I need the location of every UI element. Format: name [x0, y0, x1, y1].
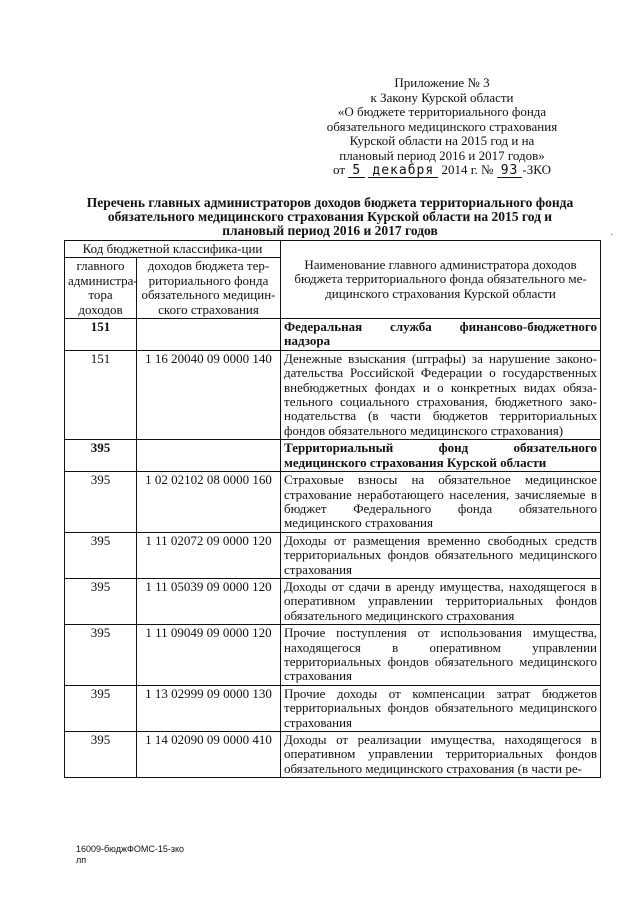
footer — [76, 844, 184, 866]
table-row — [65, 532, 601, 578]
footer-initials: лп — [76, 855, 87, 865]
cell-admin: 151 — [65, 350, 137, 439]
cell-name: Прочие поступления от использования имущества, находящегося в оперативном управлении территориальных фондов обязательного медицинского страхования — [281, 625, 601, 686]
cell-name: Доходы от реализации имущества, находящегося в оперативном управлении территориальных фондов обязательного медицинского страхования (в части ре- — [281, 732, 601, 778]
cell-admin: 395 — [65, 472, 137, 533]
sig-prefix: от — [333, 162, 346, 177]
header-admin: главного администра-тора доходов — [65, 258, 137, 319]
header-name: Наименование главного администратора доходов бюджета территориального фонда обязательного ме-дицинского страхования Курской области — [281, 241, 601, 319]
cell-admin: 395 — [65, 732, 137, 778]
cell-admin: 395 — [65, 578, 137, 624]
cell-admin: 395 — [65, 685, 137, 731]
title-line: обязательного медицинского страхования Курской области на 2015 год и — [107, 209, 553, 224]
law-date-number — [292, 163, 592, 178]
appendix-line: «О бюджете территориального фонда — [337, 104, 547, 119]
title-line: Перечень главных администраторов доходов бюджета территориального фонда — [86, 195, 574, 210]
cell-name: Прочие доходы от компенсации затрат бюджетов территориальных фондов обязательного медицинского страхования — [281, 685, 601, 731]
footer-doc-code: 16009-бюджФОМС-15-зко — [76, 844, 185, 854]
table-row-section — [65, 319, 601, 351]
appendix-line: к Закону Курской области — [370, 89, 514, 105]
appendix-line: плановый период 2016 и 2017 годов» — [339, 147, 545, 163]
cell-admin: 151 — [65, 319, 137, 351]
table-row — [65, 472, 601, 533]
cell-code: 1 14 02090 09 0000 410 — [137, 732, 281, 778]
cell-code — [137, 319, 281, 351]
document-title — [60, 196, 600, 238]
sig-number: 93 — [497, 164, 523, 178]
header-income: доходов бюджета тер-риториального фонда обязательного медицин-ского страхования — [137, 258, 281, 319]
cell-name: Доходы от сдачи в аренду имущества, находящегося в оперативном управлении территориальных фондов обязательного медицинского страхования — [281, 578, 601, 624]
sig-year: 2014 г. № — [441, 162, 494, 177]
administrators-table — [64, 240, 601, 778]
cell-code: 1 16 20040 09 0000 140 — [137, 350, 281, 439]
table-row — [65, 625, 601, 686]
appendix-line: обязательного медицинского страхования — [326, 118, 558, 134]
cell-code: 1 02 02102 08 0000 160 — [137, 472, 281, 533]
cell-name: Денежные взыскания (штрафы) за нарушение законо-дательства Российской Федерации о государственных внебюджетных фондах и о конкретных видах обяза-тельного социального страхования, бюджетного зако-нодательства (в части бюджетов территориальных фондов обязательного медицинского страхования) — [281, 350, 601, 439]
cell-name: Страховые взносы на обязательное медицинское страхование неработающего населения, зачисляемые в бюджет Федерального фонда обязательного медицинского страхования — [281, 472, 601, 533]
cell-code: 1 11 09049 09 0000 120 — [137, 625, 281, 686]
appendix-line: Приложение № 3 — [394, 75, 490, 90]
table-row-section — [65, 440, 601, 472]
sig-month: декабря — [368, 164, 438, 178]
cell-code — [137, 440, 281, 472]
table-header-row — [65, 241, 601, 258]
header-budget-code: Код бюджетной классифика-ции — [65, 241, 281, 258]
cell-name: Территориальный фонд обязательного медицинского страхования Курской области — [281, 440, 601, 472]
table-row — [65, 732, 601, 778]
cell-name: Доходы от размещения временно свободных средств территориальных фондов обязательного медицинского страхования — [281, 532, 601, 578]
cell-name: Федеральная служба финансово-бюджетного надзора — [281, 319, 601, 351]
appendix-block — [292, 76, 592, 178]
scan-mark: · — [610, 230, 614, 241]
cell-admin: 395 — [65, 625, 137, 686]
title-line: плановый период 2016 и 2017 годов — [222, 223, 438, 238]
sig-day: 5 — [348, 164, 365, 178]
sig-suffix: -ЗКО — [522, 162, 551, 177]
table-row — [65, 578, 601, 624]
cell-code: 1 11 02072 09 0000 120 — [137, 532, 281, 578]
cell-code: 1 13 02999 09 0000 130 — [137, 685, 281, 731]
appendix-line: Курской области на 2015 год и на — [349, 133, 535, 148]
cell-admin: 395 — [65, 440, 137, 472]
cell-code: 1 11 05039 09 0000 120 — [137, 578, 281, 624]
table-row — [65, 350, 601, 439]
cell-admin: 395 — [65, 532, 137, 578]
table-row — [65, 685, 601, 731]
